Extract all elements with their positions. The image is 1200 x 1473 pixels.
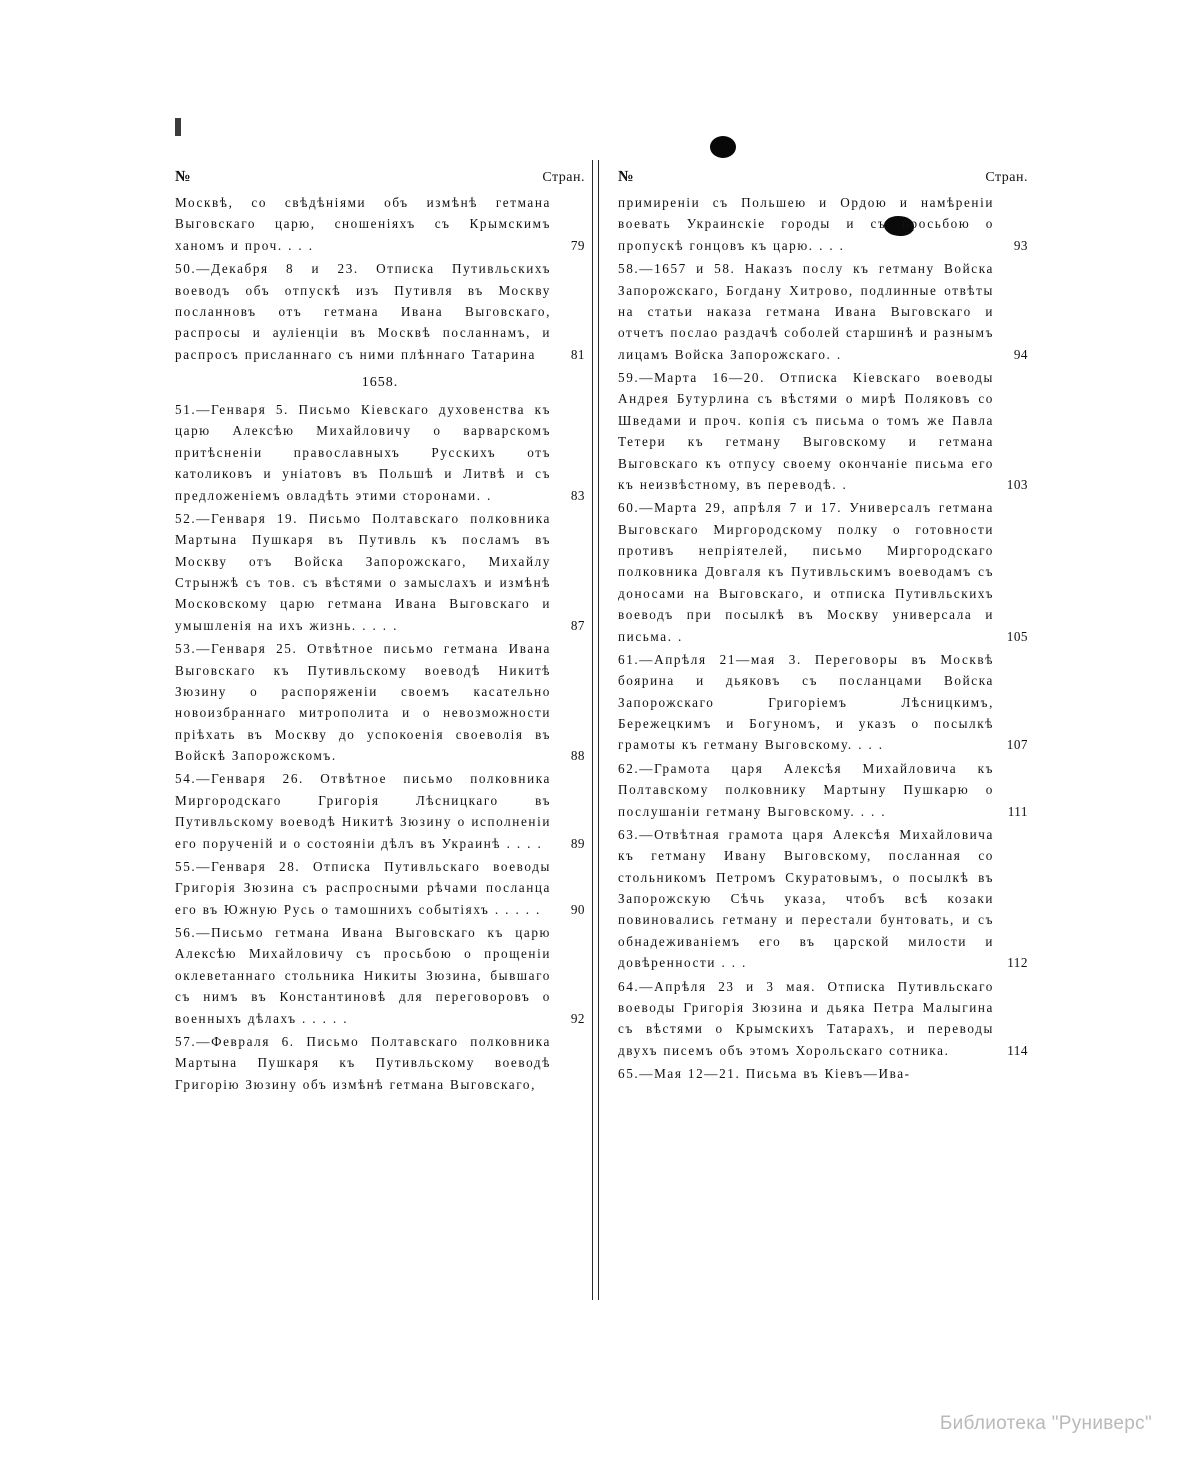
- toc-entry-text: 53.—Генваря 25. Отвѣтное письмо гетмана Ивана Выговскаго къ Путивльскому воеводѣ Никитѣ Зюзину о распоряженіи своемъ касательно новоизбраннаго митрополита и о невозможности пріѣхать въ Москву до успокоенія своеволія въ Войскѣ Запорожскомъ.: [175, 641, 551, 763]
- toc-entry-page: 83: [570, 487, 585, 503]
- toc-entry-text: 63.—Отвѣтная грамота царя Алексѣя Михайловича къ гетману Ивану Выговскому, посланная со стольникомъ Петромъ Скуратовымъ, о посылкѣ въ Запорожскую Сѣчь указа, чтобъ всѣ козаки повиновались гетману и перестали бунтовать, и съ обнадеживаніемъ его въ царской милости и довѣренности . . .: [618, 826, 994, 971]
- ink-blot-top: [710, 136, 736, 158]
- toc-entry-page: 112: [1007, 955, 1028, 971]
- right-column: [618, 168, 1028, 1086]
- toc-entry: [618, 192, 1028, 256]
- toc-entry-page: 105: [1006, 628, 1028, 644]
- toc-entry-page: 94: [1013, 346, 1028, 362]
- page-edge-mark: [175, 118, 181, 136]
- toc-entry-text: 54.—Генваря 26. Отвѣтное письмо полковника Миргородскаго Григорія Лѣсницкаго въ Путивльскому воеводѣ Никитѣ Зюзину о исполненіи его порученій и о состояніи дѣлъ въ Украинѣ . . . .: [175, 771, 551, 851]
- toc-entry-text: 57.—Февраля 6. Письмо Полтавскаго полковника Мартына Пушкаря къ Путивльскому воеводѣ Григорію Зюзину объ измѣнѣ гетмана Выговскаго,: [175, 1033, 551, 1092]
- toc-entry-page: 103: [1006, 476, 1028, 492]
- toc-entry-page: 79: [570, 237, 585, 253]
- toc-entry-text: 51.—Генваря 5. Письмо Кіевскаго духовенства къ царю Алексѣю Михайловичу о варварскомъ притѣсненіи православныхъ Русскихъ отъ католиковъ и уніатовъ въ Польшѣ и Литвѣ и съ предложеніемъ овладѣть этими сторонами. .: [175, 402, 551, 503]
- toc-entry: [175, 768, 585, 854]
- toc-entry: [175, 1031, 585, 1095]
- toc-entry: [618, 824, 1028, 974]
- toc-entry: [618, 758, 1028, 822]
- toc-entry-text: 59.—Марта 16—20. Отписка Кіевскаго воеводы Андрея Бутурлина съ вѣстями о мирѣ Поляковъ со Шведами и проч. копія съ письма о томъ же Павла Тетери къ гетману Выговскому и гетмана Выговскаго къ отпусу своему окончаніе письма его къ неизвѣстному, въ переводѣ. .: [618, 370, 994, 492]
- toc-entry: [175, 258, 585, 365]
- toc-entry: [175, 508, 585, 636]
- toc-entry-text: 58.—1657 и 58. Наказъ послу къ гетману Войска Запорожскаго, Богдану Хитрово, подлинные отвѣты на статьи наказа гетмана Ивана Выговскаго и отчетъ послао раздачѣ соболей старшинѣ и разнымъ лицамъ Войска Запорожскаго. .: [618, 261, 994, 362]
- toc-entry: [618, 1063, 1028, 1084]
- toc-entry-page: 114: [1007, 1042, 1028, 1058]
- toc-entry: [175, 192, 585, 256]
- column-header-page: Стран.: [985, 170, 1028, 185]
- toc-entry: [175, 922, 585, 1029]
- toc-entry-text: 55.—Генваря 28. Отписка Путивльскаго воеводы Григорія Зюзина съ распросными рѣчами посланца его въ Южную Русь о тамошнихъ событіяхъ . . . . .: [175, 858, 551, 917]
- toc-entry-page: 90: [570, 901, 585, 917]
- right-column-header: [618, 168, 1028, 186]
- toc-entry-page: 89: [570, 835, 585, 851]
- toc-entry-text: 52.—Генваря 19. Письмо Полтавскаго полковника Мартына Пушкаря въ Путивль къ посламъ въ Москву отъ Войска Запорожскаго, Михайлу Стрынжѣ съ тов. съ вѣстями о замыслахъ и измѣнѣ Московскому царю гетмана Ивана Выговскаго и умышленія на ихъ жизнь. . . . .: [175, 510, 551, 633]
- toc-entry-text: 62.—Грамота царя Алексѣя Михайловича къ Полтавскому полковнику Мартыну Пушкарю о послушаніи гетману Выговскому. . . .: [618, 760, 994, 819]
- library-watermark: Библиотека "Руниверс": [939, 1413, 1152, 1434]
- column-header-number: №: [175, 168, 192, 185]
- toc-entry: [618, 497, 1028, 647]
- toc-entry-text: 64.—Апрѣля 23 и 3 мая. Отписка Путивльскаго воеводы Григорія Зюзина и дьяка Петра Малыгина съ вѣстями о Крымскихъ Татарахъ, и переводы двухъ писемъ объ этомъ Хорольскаго сотника.: [618, 978, 994, 1058]
- toc-entry-text: 50.—Декабря 8 и 23. Отписка Путивльскихъ воеводъ объ отпускѣ изъ Путивля въ Москву посланновъ отъ гетмана Ивана Выговскаго, распросы и ауліенціи въ Москвѣ посланнамъ, и распросъ присланнаго съ ними плѣннаго Татарина: [175, 261, 551, 362]
- toc-entry: [618, 649, 1028, 756]
- year-heading: 1658.: [361, 375, 399, 390]
- toc-entry-page: 87: [570, 617, 585, 633]
- toc-entry: [175, 399, 585, 506]
- left-column: [175, 168, 585, 1097]
- toc-entry-page: 81: [570, 346, 585, 362]
- toc-entry: [618, 258, 1028, 365]
- toc-entry-text: примиреніи съ Польшею и Ордою и намѣреніи воевать Украинскіе городы и съ просьбою о пропускѣ гонцовъ къ царю. . . .: [618, 195, 994, 253]
- toc-entry: [618, 367, 1028, 495]
- toc-entry-page: 93: [1013, 237, 1028, 253]
- left-column-header: [175, 168, 585, 186]
- column-header-number: №: [618, 168, 635, 185]
- toc-entry-page: 107: [1006, 737, 1028, 753]
- toc-entry-page: 111: [1007, 803, 1028, 819]
- column-divider-rule: [592, 160, 599, 1300]
- toc-entry-text: Москвѣ, со свѣдѣніями объ измѣнѣ гетмана Выговскаго царю, сношеніяхъ съ Крымскимъ ханомъ и проч. . . .: [175, 195, 551, 253]
- toc-entry-text: 65.—Мая 12—21. Письма въ Кіевъ—Ива-: [618, 1066, 911, 1081]
- toc-entry-page: 88: [570, 748, 585, 763]
- column-header-page: Стран.: [542, 170, 585, 185]
- toc-entry: [175, 856, 585, 920]
- toc-entry-text: 61.—Апрѣля 21—мая 3. Переговоры въ Москвѣ боярина и дьяковъ съ посланцами Войска Запорожскаго Григоріемъ Лѣсницкимъ, Бережецкимъ и Богуномъ, и указъ о посылкѣ грамоты къ гетману Выговскому. . . .: [618, 651, 994, 753]
- toc-entry: [618, 976, 1028, 1062]
- toc-entry-page: 92: [570, 1010, 585, 1026]
- toc-entry-text: 56.—Письмо гетмана Ивана Выговскаго къ царю Алексѣю Михайловичу съ просьбою о прощеніи оклеветаннаго стольника Никиты Зюзина, бывшаго съ нимъ въ Константиновѣ для переговоровъ о военныхъ дѣлахъ . . . . .: [175, 925, 551, 1026]
- toc-entry-text: 60.—Марта 29, апрѣля 7 и 17. Универсалъ гетмана Выговскаго Миргородскому полку о готовности противъ непріятелей, письмо Миргородскаго полковника Довгаля къ Путивльскимъ воеводамъ съ доносами на Выговскаго, и отписка Путивльскихъ воеводъ при посылкѣ въ Москву универсала и письма. .: [618, 500, 994, 644]
- toc-entry: [175, 638, 585, 766]
